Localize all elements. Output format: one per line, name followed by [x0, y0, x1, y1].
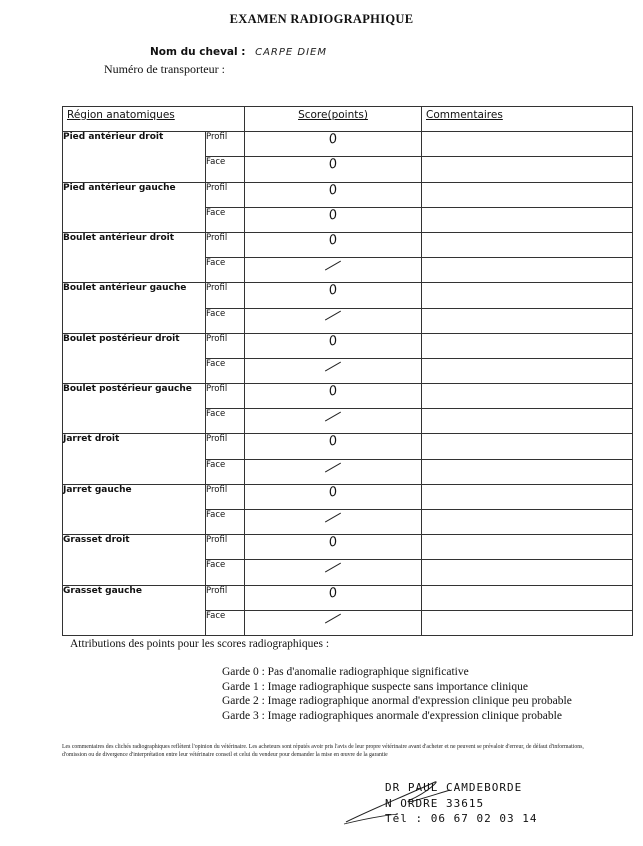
- comment-face-cell: [422, 459, 633, 484]
- table-row: [63, 585, 633, 610]
- score-face-cell: [245, 510, 422, 535]
- score-profil-cell: [245, 283, 422, 308]
- view-profil: Profil: [206, 434, 245, 459]
- view-face: Face: [206, 157, 245, 182]
- score-profil-cell: [245, 384, 422, 409]
- score-profil-cell: [245, 333, 422, 358]
- transponder-label: Numéro de transporteur :: [104, 62, 225, 76]
- score-face-cell: [245, 459, 422, 484]
- score-profil-cell: [245, 535, 422, 560]
- region-label: Boulet antérieur droit: [63, 232, 206, 282]
- comment-face-cell: [422, 258, 633, 283]
- score-value: 0: [327, 232, 339, 249]
- score-profil-cell: [245, 132, 422, 157]
- view-profil: Profil: [206, 232, 245, 257]
- score-profil-cell: [245, 434, 422, 459]
- view-face: Face: [206, 560, 245, 585]
- view-face: Face: [206, 510, 245, 535]
- comment-face-cell: [422, 610, 633, 635]
- view-profil: Profil: [206, 384, 245, 409]
- score-profil-cell: [245, 484, 422, 509]
- comment-profil-cell: [422, 132, 633, 157]
- score-value: 0: [327, 433, 339, 451]
- score-mark: [325, 512, 341, 522]
- horse-name-line: [150, 46, 327, 58]
- score-mark: [325, 261, 341, 271]
- view-profil: Profil: [206, 484, 245, 509]
- table-row: [63, 384, 633, 409]
- region-label: Pied antérieur gauche: [63, 182, 206, 232]
- legal-footnote: Les commentaires des clichés radiographiques reflètent l'opinion du vétérinaire. Les acheteurs sont réputés avoir pris l'avis de leur propre vétérinaire avant d'acheter et ne peuvent se prévaloir d'erreur, de défaut d'informations, d'omission ou de divergence d'interprétation entre leur vétérinaire conseil et celui du vendeur pour demander la mise en œuvre de la garantie: [62, 744, 584, 758]
- horse-name-label: Nom du cheval :: [150, 46, 246, 58]
- score-mark: [325, 311, 341, 321]
- vet-stamp: [385, 780, 537, 827]
- score-mark: [325, 613, 341, 623]
- score-mark: [325, 462, 341, 472]
- table-row: [63, 182, 633, 207]
- score-profil-cell: [245, 585, 422, 610]
- view-profil: Profil: [206, 585, 245, 610]
- view-face: Face: [206, 610, 245, 635]
- grade-1: Garde 1 : Image radiographique suspecte sans importance clinique: [222, 680, 528, 693]
- view-face: Face: [206, 308, 245, 333]
- comment-face-cell: [422, 510, 633, 535]
- score-profil-cell: [245, 182, 422, 207]
- comment-face-cell: [422, 560, 633, 585]
- vet-order-number: N ORDRE 33615: [385, 796, 485, 810]
- grade-3: Garde 3 : Image radiographiques anormale d'expression clinique probable: [222, 709, 562, 722]
- score-mark: [325, 412, 341, 422]
- grade-0: Garde 0 : Pas d'anomalie radiographique significative: [222, 666, 469, 678]
- region-label: Boulet antérieur gauche: [63, 283, 206, 333]
- score-value: 0: [327, 332, 339, 350]
- grades-list: [222, 665, 572, 723]
- comment-profil-cell: [422, 384, 633, 409]
- document-title: EXAMEN RADIOGRAPHIQUE: [229, 12, 414, 26]
- score-face-cell: [245, 610, 422, 635]
- table-row: [63, 232, 633, 257]
- table-row: [63, 434, 633, 459]
- vet-name: DR PAUL CAMDEBORDE: [385, 781, 523, 794]
- view-face: Face: [206, 409, 245, 434]
- view-face: Face: [206, 459, 245, 484]
- score-face-cell: [245, 157, 422, 182]
- score-mark: [325, 361, 341, 371]
- view-profil: Profil: [206, 132, 245, 157]
- region-label: Boulet postérieur gauche: [63, 384, 206, 434]
- table-row: [63, 535, 633, 560]
- score-value: 0: [327, 534, 339, 551]
- table-row: [63, 484, 633, 509]
- header-comments: Commentaires: [422, 107, 633, 132]
- region-label: Pied antérieur droit: [63, 132, 206, 182]
- region-label: Grasset droit: [63, 535, 206, 585]
- view-profil: Profil: [206, 333, 245, 358]
- score-value: 0: [327, 131, 339, 148]
- table-row: [63, 132, 633, 157]
- score-face-cell: [245, 409, 422, 434]
- score-profil-cell: [245, 232, 422, 257]
- score-mark: [325, 563, 341, 573]
- view-face: Face: [206, 358, 245, 383]
- score-face-cell: [245, 258, 422, 283]
- view-profil: Profil: [206, 182, 245, 207]
- view-face: Face: [206, 207, 245, 232]
- region-label: Jarret gauche: [63, 484, 206, 534]
- comment-face-cell: [422, 207, 633, 232]
- comment-profil-cell: [422, 535, 633, 560]
- comment-profil-cell: [422, 182, 633, 207]
- table-header-row: [63, 107, 633, 132]
- region-label: Grasset gauche: [63, 585, 206, 635]
- score-face-cell: [245, 358, 422, 383]
- comment-profil-cell: [422, 434, 633, 459]
- score-value: 0: [327, 383, 339, 400]
- score-value: 0: [327, 484, 339, 501]
- score-value: 0: [327, 181, 339, 199]
- table-row: [63, 283, 633, 308]
- comment-profil-cell: [422, 585, 633, 610]
- view-profil: Profil: [206, 535, 245, 560]
- view-profil: Profil: [206, 283, 245, 308]
- radiograph-score-table: [62, 106, 633, 636]
- header-region: Région anatomiques: [63, 107, 245, 132]
- header-score: Score(points): [245, 107, 422, 132]
- score-face-cell: [245, 207, 422, 232]
- score-face-cell: [245, 560, 422, 585]
- grade-2: Garde 2 : Image radiographique anormal d'expression clinique peu probable: [222, 695, 572, 707]
- region-label: Jarret droit: [63, 434, 206, 484]
- table-row: [63, 333, 633, 358]
- comment-face-cell: [422, 308, 633, 333]
- comment-profil-cell: [422, 333, 633, 358]
- score-face-cell: [245, 308, 422, 333]
- horse-name-value: CARPE DIEM: [255, 47, 328, 58]
- score-value: 0: [327, 584, 339, 602]
- score-value: 0: [327, 156, 339, 174]
- comment-face-cell: [422, 157, 633, 182]
- score-value: 0: [327, 207, 339, 224]
- comment-profil-cell: [422, 232, 633, 257]
- score-value: 0: [327, 282, 339, 300]
- vet-phone: Tél : 06 67 02 03 14: [385, 812, 538, 825]
- view-face: Face: [206, 258, 245, 283]
- attributions-title: Attributions des points pour les scores radiographiques :: [70, 638, 330, 650]
- comment-face-cell: [422, 409, 633, 434]
- comment-face-cell: [422, 358, 633, 383]
- comment-profil-cell: [422, 484, 633, 509]
- region-label: Boulet postérieur droit: [63, 333, 206, 383]
- comment-profil-cell: [422, 283, 633, 308]
